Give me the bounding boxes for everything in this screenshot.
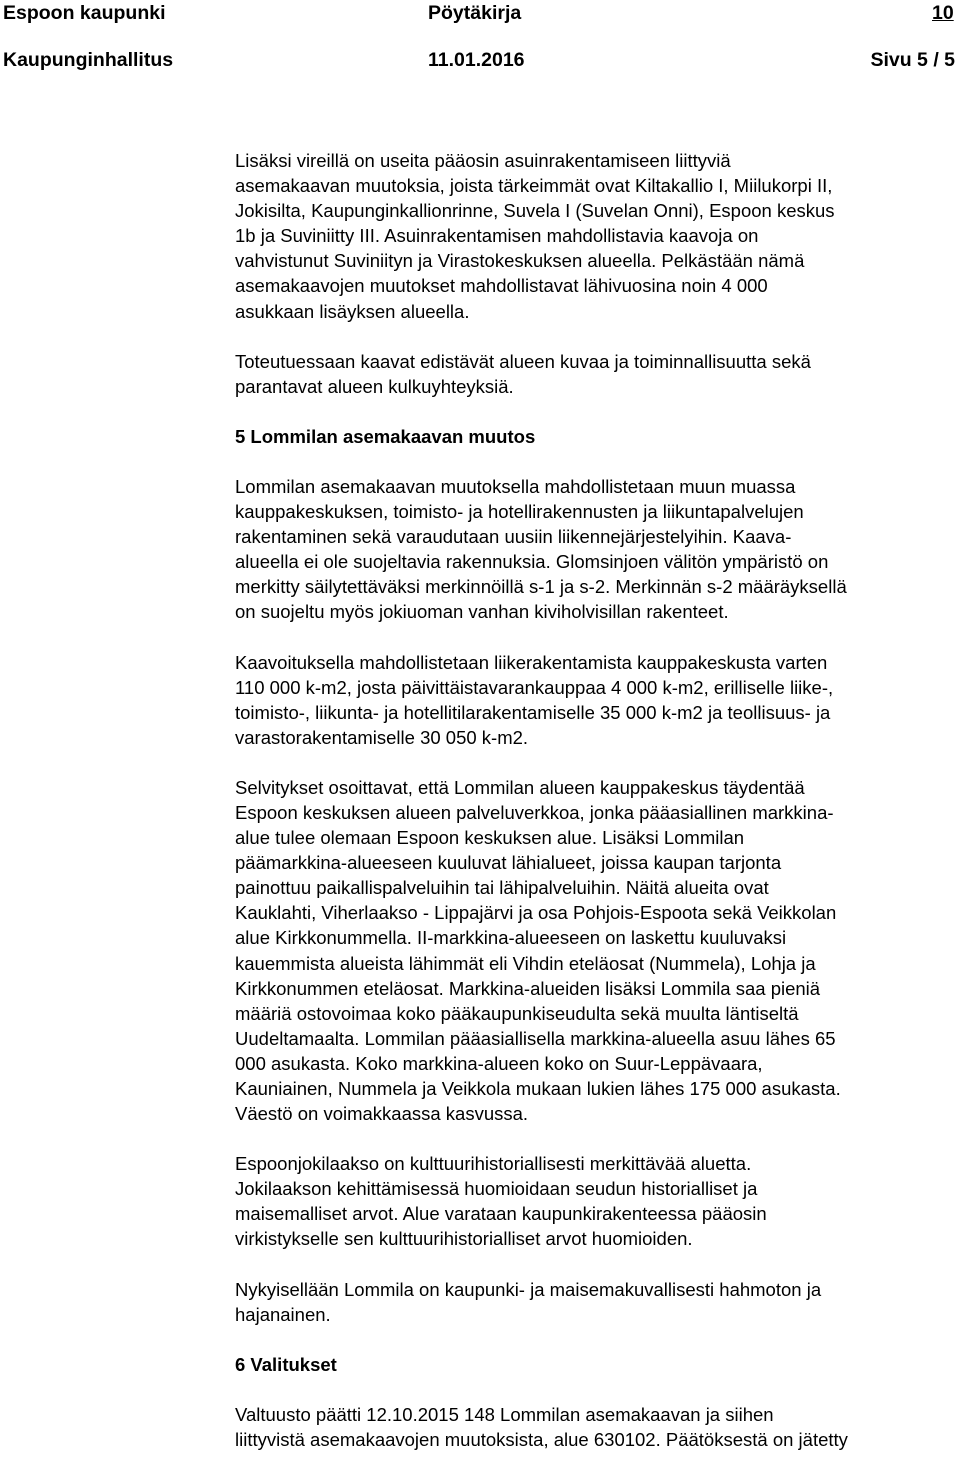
text-line: Lommilan asemakaavan muutoksella mahdollistetaan muun muassa <box>235 475 796 497</box>
text-line: Valtuusto päätti 12.10.2015 148 Lommilan asemakaavan ja siihen <box>235 1403 774 1425</box>
text-line: parantavat alueen kulkuyhteyksiä. <box>235 375 514 397</box>
text-line: on suojeltu myös jokiuoman vanhan kiviholvisillan rakenteet. <box>235 601 729 623</box>
text-line: Jokisilta, Kaupunginkallionrinne, Suvela I (Suvelan Onni), Espoon keskus <box>235 200 835 222</box>
text-line: varastorakentamiselle 30 050 k-m2. <box>235 726 529 748</box>
text-line: alue tulee olemaan Espoon keskuksen alue. Lisäksi Lommilan <box>235 827 745 849</box>
paragraph <box>235 1402 957 1452</box>
document-type: Pöytäkirja <box>428 2 522 24</box>
paragraph <box>235 474 957 625</box>
text-line: Uudeltamaalta. Lommilan pääasiallisella markkina-alueella asuu lähes 65 <box>235 1027 836 1049</box>
text-line: merkitty säilytettäväksi merkinnöillä s-1 ja s-2. Merkinnän s-2 määräyksellä <box>235 576 847 598</box>
text-line: määriä ostovoimaa koko pääkaupunkiseudulta sekä muulta läntiseltä <box>235 1002 799 1024</box>
paragraph <box>235 349 957 399</box>
paragraph <box>235 775 957 1126</box>
text-line: hajanainen. <box>235 1303 331 1325</box>
text-line: rakentaminen sekä varaudutaan uusiin liikennejärjestelyihin. Kaava- <box>235 526 792 548</box>
text-line: asemakaavan muutoksia, joista tärkeimmät ovat Kiltakallio I, Miilukorpi II, <box>235 175 833 197</box>
text-line: Espoon keskuksen alueen palveluverkkoa, jonka pääasiallinen markkina- <box>235 801 834 823</box>
text-line: Toteutuessaan kaavat edistävät alueen kuvaa ja toiminnallisuutta sekä <box>235 350 811 372</box>
text-line: asemakaavojen muutokset mahdollistavat lähivuosina noin 4 000 <box>235 275 768 297</box>
text-line: 000 asukasta. Koko markkina-alueen koko on Suur-Leppävaara, <box>235 1052 763 1074</box>
paragraph <box>235 1277 957 1327</box>
text-line: alueella ei ole suojeltavia rakennuksia. Glomsinjoen välitön ympäristö on <box>235 551 829 573</box>
text-line: vahvistunut Suviniityn ja Virastokeskuksen alueella. Pelkästään nämä <box>235 250 805 272</box>
text-line: toimisto-, liikunta- ja hotellitilarakentamiselle 35 000 k-m2 ja teollisuus- ja <box>235 701 831 723</box>
paragraph <box>235 650 957 750</box>
text-line: Jokilaakson kehittämisessä huomioidaan seudun historialliset ja <box>235 1178 758 1200</box>
text-line: 110 000 k-m2, josta päivittäistavarankauppaa 4 000 k-m2, erilliselle liike-, <box>235 676 834 698</box>
meeting-date: 11.01.2016 <box>428 49 525 71</box>
page-number: 10 <box>932 2 954 24</box>
text-line: Kaavoituksella mahdollistetaan liikerakentamista kauppakeskusta varten <box>235 651 828 673</box>
text-line: liittyvistä asemakaavojen muutoksista, alue 630102. Päätöksestä on jätetty <box>235 1428 848 1450</box>
text-line: 1b ja Suviniitty III. Asuinrakentamisen mahdollistavia kaavoja on <box>235 225 759 247</box>
text-line: Kauklahti, Viherlaakso - Lippajärvi ja osa Pohjois-Espoota sekä Veikkolan <box>235 902 837 924</box>
text-line: alue Kirkkonummella. II-markkina-alueeseen on laskettu kuuluvaksi <box>235 927 787 949</box>
page-indicator: Sivu 5 / 5 <box>870 49 955 71</box>
text-line: Selvitykset osoittavat, että Lommilan alueen kauppakeskus täydentää <box>235 776 805 798</box>
body-name: Kaupunginhallitus <box>3 49 174 71</box>
document-body <box>235 148 957 1452</box>
paragraph <box>235 1151 957 1251</box>
text-line: kauemmista alueista lähimmät eli Vihdin eteläosat (Nummela), Lohja ja <box>235 952 816 974</box>
text-line: Nykyisellään Lommila on kaupunki- ja maisemakuvallisesti hahmoton ja <box>235 1278 822 1300</box>
paragraph <box>235 148 957 324</box>
text-line: kauppakeskuksen, toimisto- ja hotellirakennusten ja liikuntapalvelujen <box>235 501 804 523</box>
text-line: Lisäksi vireillä on useita pääosin asuinrakentamiseen liittyviä <box>235 150 731 171</box>
text-line: asukkaan lisäyksen alueella. <box>235 300 470 322</box>
text-line: Kirkkonummen eteläosat. Markkina-alueiden lisäksi Lommila saa pieniä <box>235 977 821 999</box>
text-line: päämarkkina-alueeseen kuuluvat lähialueet, joissa kaupan tarjonta <box>235 852 782 874</box>
text-line: Espoonjokilaakso on kulttuurihistoriallisesti merkittävää aluetta. <box>235 1153 752 1175</box>
section-heading: 6 Valitukset <box>235 1353 337 1375</box>
text-line: painottuu paikallispalveluihin tai lähipalveluihin. Näitä alueita ovat <box>235 877 769 899</box>
text-line: Väestö on voimakkaassa kasvussa. <box>235 1103 529 1125</box>
text-line: Kauniainen, Nummela ja Veikkola mukaan lukien lähes 175 000 asukasta. <box>235 1078 841 1099</box>
organization-name: Espoon kaupunki <box>3 2 166 24</box>
section-heading: 5 Lommilan asemakaavan muutos <box>235 425 536 447</box>
text-line: virkistykselle sen kulttuurihistorialliset arvot huomioiden. <box>235 1228 693 1250</box>
text-line: maisemalliset arvot. Alue varataan kaupunkirakenteessa pääosin <box>235 1203 767 1225</box>
